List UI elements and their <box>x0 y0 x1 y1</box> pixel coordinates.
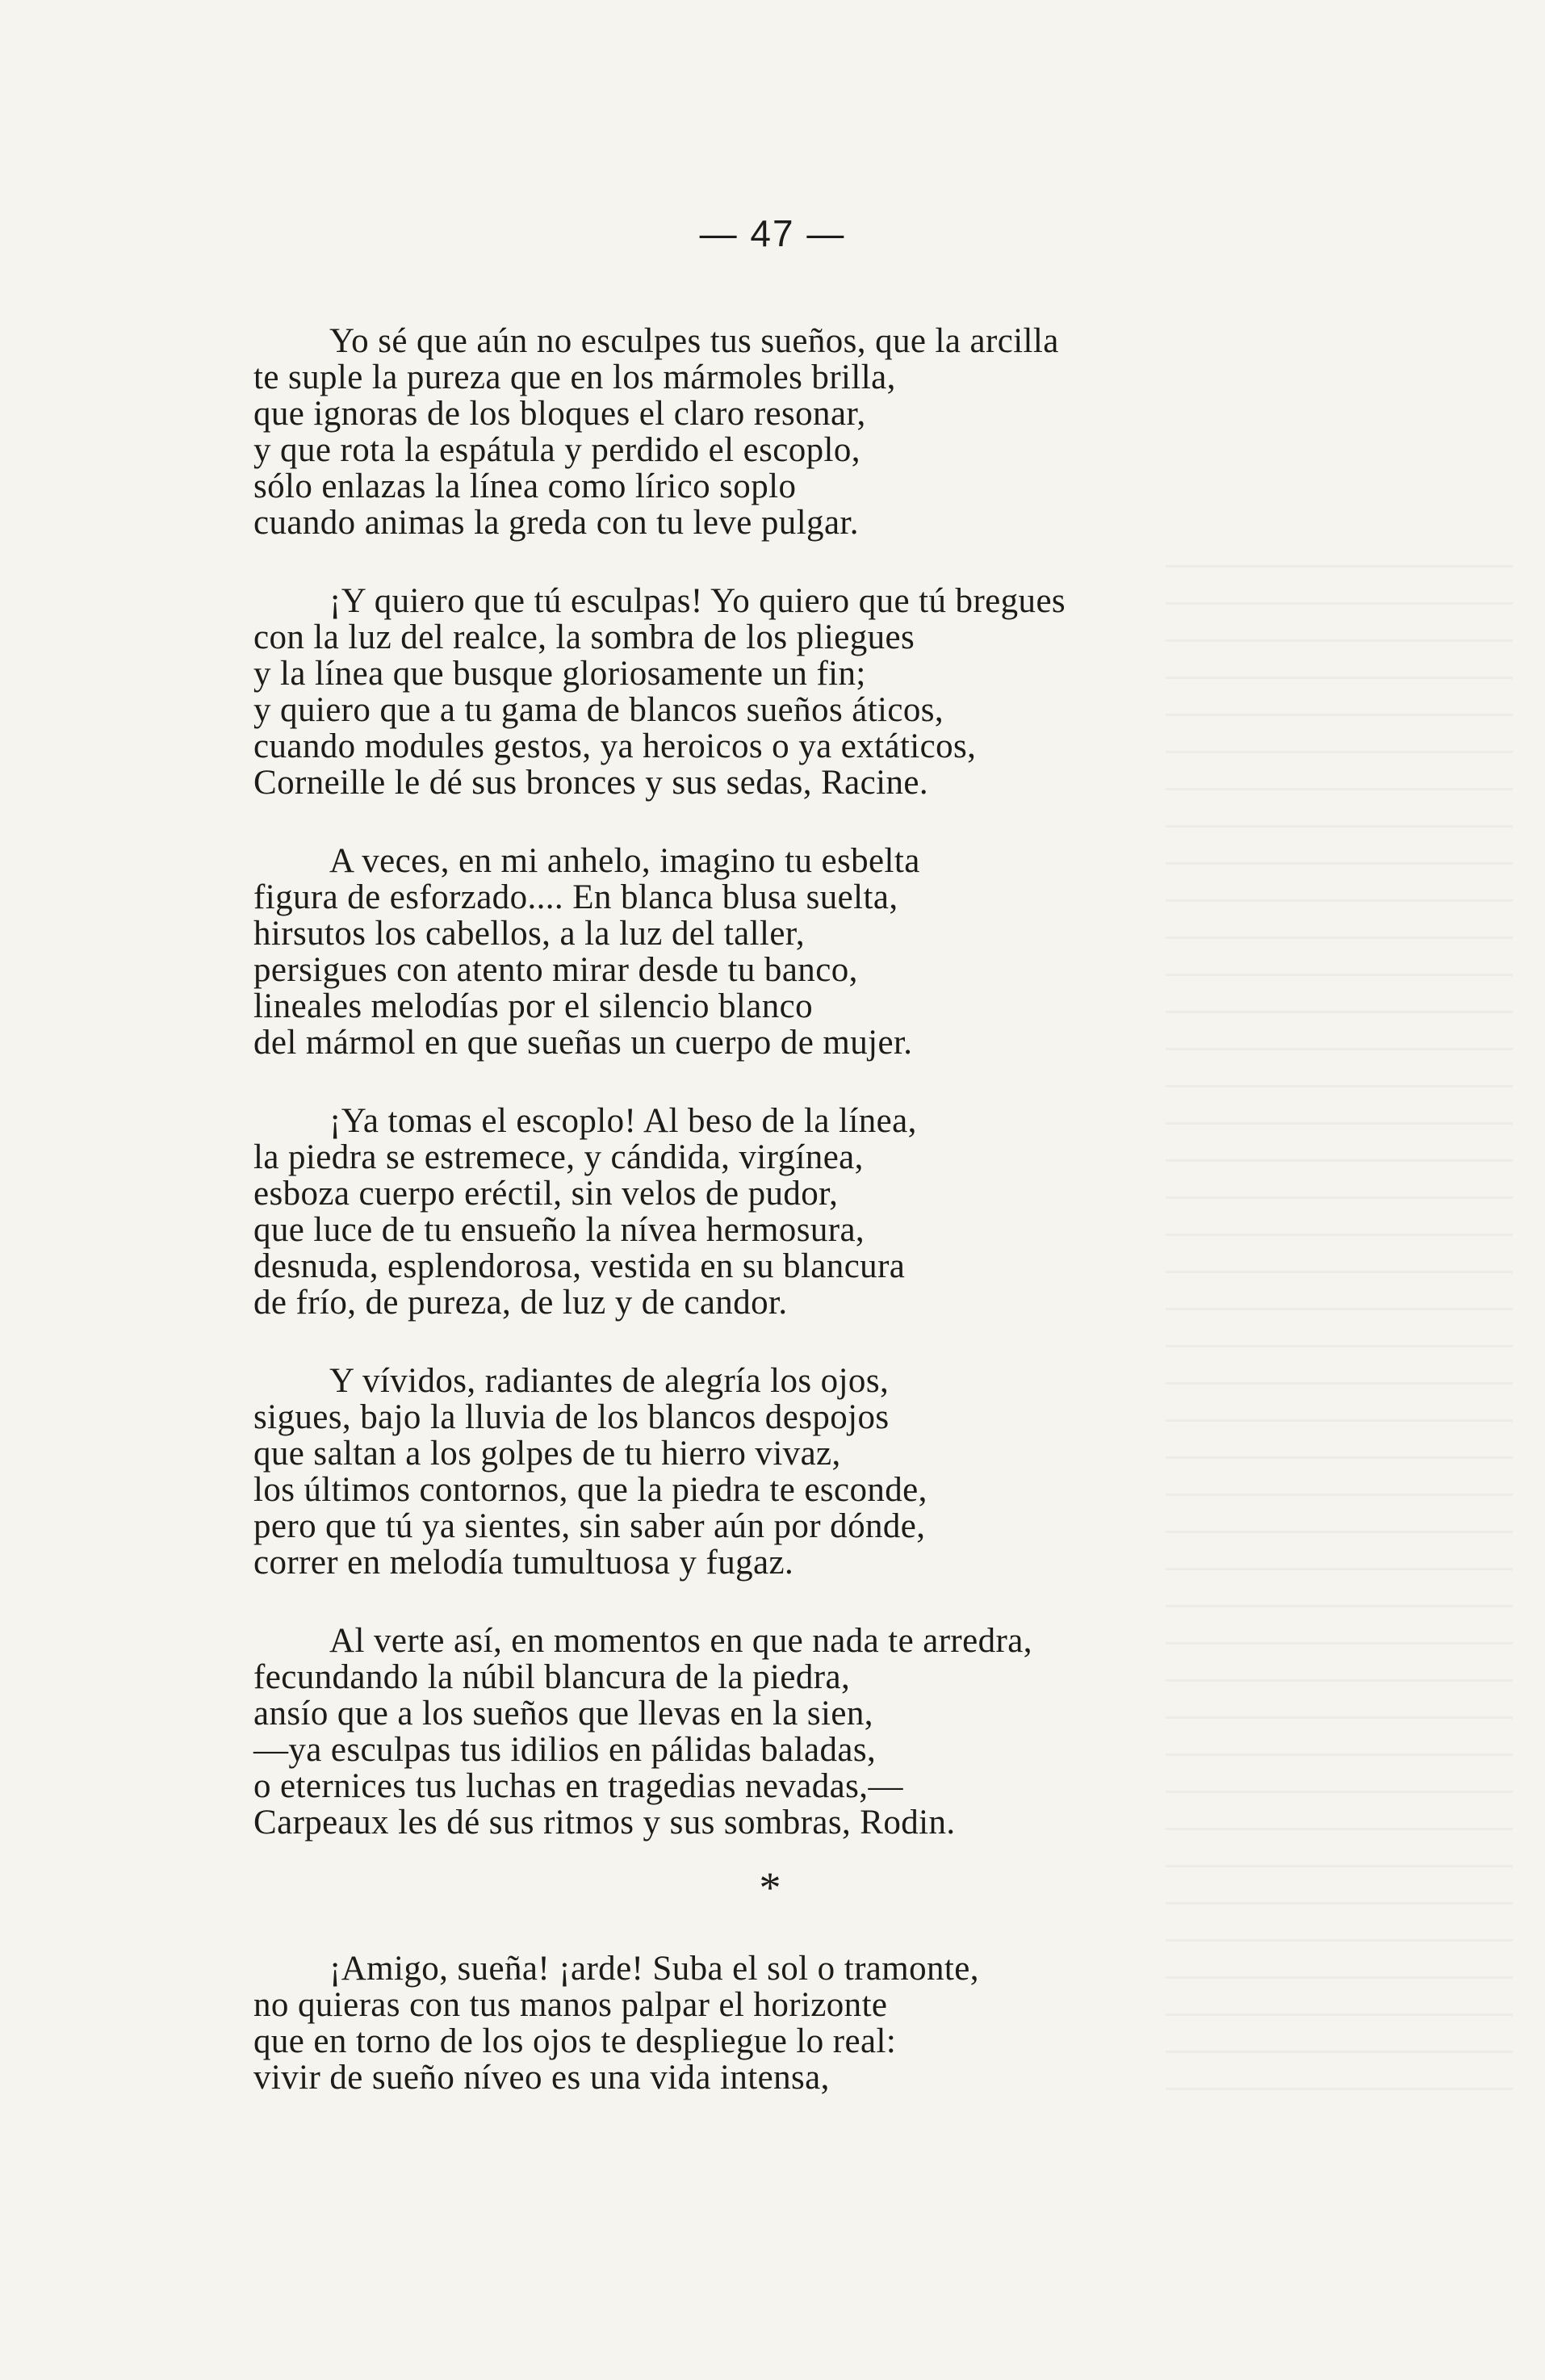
verse-line: de frío, de pureza, de luz y de candor. <box>253 1284 788 1322</box>
verse-line: figura de esforzado.... En blanca blusa suelta, <box>253 878 898 916</box>
verse-line: Al verte así, en momentos en que nada te arredra, <box>329 1622 1032 1660</box>
verse-line: hirsutos los cabellos, a la luz del taller, <box>253 915 805 953</box>
stanza-2 <box>253 583 1303 801</box>
verse-line: y quiero que a tu gama de blancos sueños áticos, <box>253 691 944 729</box>
page-number: — 47 — <box>699 212 846 254</box>
verse-line: persigues con atento mirar desde tu banco, <box>253 951 858 989</box>
verse-line: ¡Y quiero que tú esculpas! Yo quiero que tú bregues <box>329 582 1066 620</box>
verse-line: y la línea que busque gloriosamente un fin; <box>253 655 866 693</box>
stanza-3 <box>253 843 1303 1061</box>
verse-line: Y vívidos, radiantes de alegría los ojos, <box>329 1362 890 1400</box>
verse-line: que en torno de los ojos te despliegue lo real: <box>253 2022 897 2060</box>
verse-line: cuando modules gestos, ya heroicos o ya extáticos, <box>253 727 977 765</box>
verse-line: lineales melodías por el silencio blanco <box>253 987 814 1025</box>
stanza-4 <box>253 1103 1303 1321</box>
verse-line: con la luz del realce, la sombra de los pliegues <box>253 618 915 656</box>
verse-line: Yo sé que aún no esculpes tus sueños, que la arcilla <box>329 322 1059 360</box>
verse-line: Corneille le dé sus bronces y sus sedas, Racine. <box>253 764 929 802</box>
verse-line: que saltan a los golpes de tu hierro vivaz, <box>253 1435 841 1473</box>
verse-line: A veces, en mi anhelo, imagino tu esbelta <box>329 842 920 880</box>
verse-line: que ignoras de los bloques el claro resonar, <box>253 395 866 433</box>
verse-line: ¡Amigo, sueña! ¡arde! Suba el sol o tramonte, <box>329 1950 979 1988</box>
stanza-final <box>253 1951 1303 2096</box>
verse-line: pero que tú ya sientes, sin saber aún por dónde, <box>253 1507 926 1545</box>
verse-line: o eternices tus luchas en tragedias nevadas,— <box>253 1767 903 1805</box>
verse-line: sólo enlazas la línea como lírico soplo <box>253 467 797 505</box>
verse-line: la piedra se estremece, y cándida, virgínea, <box>253 1138 864 1176</box>
verse-line: los últimos contornos, que la piedra te esconde, <box>253 1471 927 1509</box>
verse-line: vivir de sueño níveo es una vida intensa, <box>253 2059 830 2097</box>
stanza-5 <box>253 1363 1303 1581</box>
verse-line: esboza cuerpo eréctil, sin velos de pudor, <box>253 1175 839 1213</box>
verse-line: correr en melodía tumultuosa y fugaz. <box>253 1544 794 1582</box>
verse-line: desnuda, esplendorosa, vestida en su blancura <box>253 1247 906 1285</box>
verse-line: no quieras con tus manos palpar el horizonte <box>253 1986 888 2024</box>
stanza-1 <box>253 323 1303 541</box>
verse-line: sigues, bajo la lluvia de los blancos despojos <box>253 1398 890 1436</box>
verse-line: que luce de tu ensueño la nívea hermosura, <box>253 1211 865 1249</box>
verse-line: cuando animas la greda con tu leve pulgar. <box>253 504 859 542</box>
verse-line: ansío que a los sueños que llevas en la sien, <box>253 1695 873 1733</box>
verse-line: Carpeaux les dé sus ritmos y sus sombras, Rodin. <box>253 1804 956 1842</box>
verse-line: fecundando la núbil blancura de la piedra, <box>253 1658 851 1696</box>
verse-line: y que rota la espátula y perdido el escoplo, <box>253 431 860 469</box>
stanza-6 <box>253 1623 1303 1841</box>
section-separator-asterisk: * <box>759 1863 781 1912</box>
poem-body <box>253 323 1303 2138</box>
verse-line: ¡Ya tomas el escoplo! Al beso de la línea, <box>329 1102 917 1140</box>
verse-line: del mármol en que sueñas un cuerpo de mujer. <box>253 1024 913 1062</box>
verse-line: te suple la pureza que en los mármoles brilla, <box>253 358 896 396</box>
verse-line: —ya esculpas tus idilios en pálidas baladas, <box>253 1731 877 1769</box>
